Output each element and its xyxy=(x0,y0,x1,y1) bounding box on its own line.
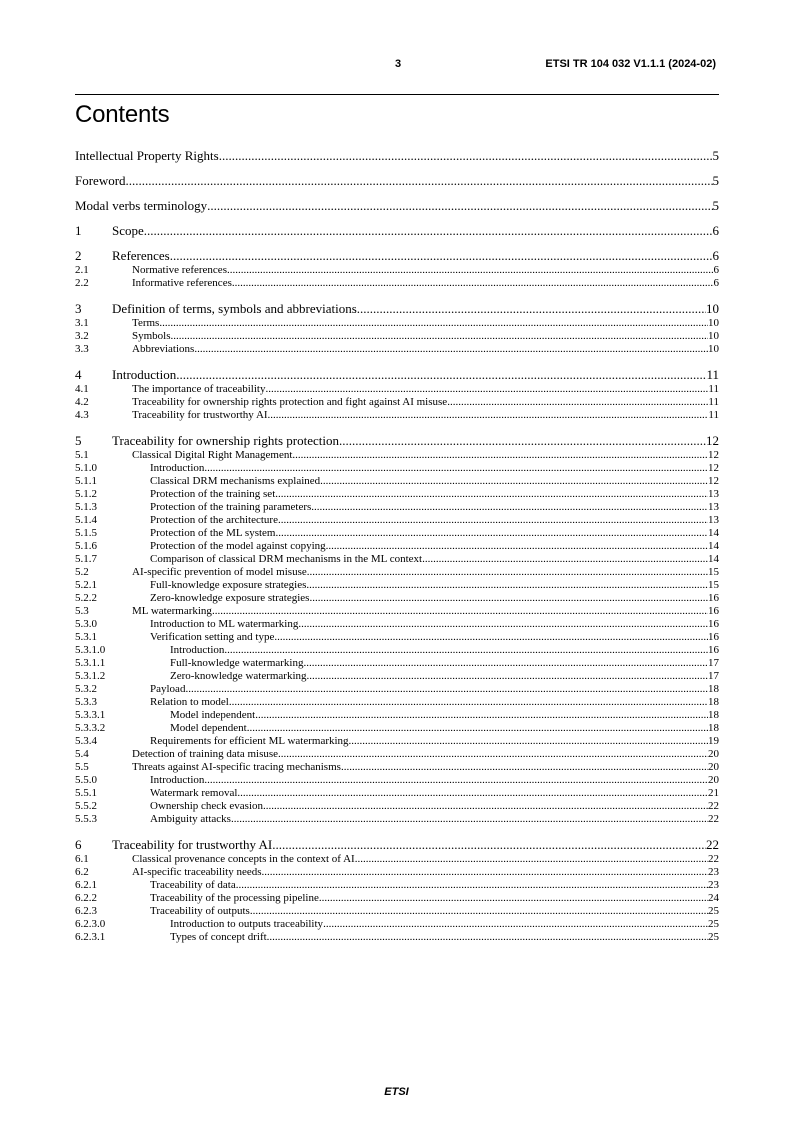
toc-entry-number: 5.1.5 xyxy=(75,527,97,539)
toc-entry-number: 6.2 xyxy=(75,866,89,878)
toc-entry[interactable] xyxy=(75,838,719,851)
toc-leader-dots xyxy=(309,592,708,605)
toc-entry-number: 3.2 xyxy=(75,330,89,342)
toc-entry[interactable] xyxy=(75,618,719,631)
toc-entry-title: Verification setting and type xyxy=(150,631,275,643)
toc-entry[interactable] xyxy=(75,722,719,735)
toc-leader-dots xyxy=(306,579,708,592)
toc-leader-dots xyxy=(171,330,708,343)
toc-entry-title: Watermark removal xyxy=(150,787,238,799)
toc-entry-title: Classical provenance concepts in the context of AI xyxy=(132,853,355,865)
toc-entry[interactable] xyxy=(75,787,719,800)
toc-entry[interactable] xyxy=(75,264,719,277)
toc-entry-page: 22 xyxy=(708,800,719,812)
footer-etsi: ETSI xyxy=(384,1086,409,1098)
toc-entry-title: Traceability of outputs xyxy=(150,905,250,917)
toc-entry-title: Intellectual Property Rights xyxy=(75,148,219,163)
toc-entry-page: 18 xyxy=(708,683,719,695)
toc-entry-page: 15 xyxy=(708,579,719,591)
toc-entry-page: 25 xyxy=(708,931,719,943)
toc-entry-page: 11 xyxy=(708,396,719,408)
toc-entry-title: Introduction to outputs traceability xyxy=(170,918,324,930)
toc-entry-number: 5.1.6 xyxy=(75,540,97,552)
toc-entry-page: 16 xyxy=(708,618,719,630)
toc-entry-number: 6.2.1 xyxy=(75,879,97,891)
table-of-contents xyxy=(75,147,719,944)
toc-leader-dots xyxy=(247,722,708,735)
toc-entry-page: 17 xyxy=(708,657,719,669)
toc-entry[interactable] xyxy=(75,302,719,315)
toc-entry-title: AI-specific traceability needs xyxy=(132,866,262,878)
toc-entry[interactable] xyxy=(75,670,719,683)
toc-leader-dots xyxy=(236,879,708,892)
toc-entry[interactable] xyxy=(75,383,719,396)
toc-leader-dots xyxy=(263,800,708,813)
toc-entry-number: 2 xyxy=(75,248,82,263)
toc-leader-dots xyxy=(326,540,708,553)
toc-leader-dots xyxy=(339,434,706,447)
toc-leader-dots xyxy=(274,631,708,644)
toc-entry-title: Traceability for trustworthy AI xyxy=(112,837,273,852)
toc-entry-title: Definition of terms, symbols and abbreviations xyxy=(112,301,357,316)
toc-entry-page: 13 xyxy=(708,501,719,513)
toc-entry-title: Traceability of the processing pipeline xyxy=(150,892,319,904)
toc-entry-page: 23 xyxy=(708,879,719,891)
toc-entry-number: 5.5.3 xyxy=(75,813,97,825)
toc-entry-title: Payload xyxy=(150,683,186,695)
toc-entry-page: 13 xyxy=(708,488,719,500)
toc-leader-dots xyxy=(447,396,708,409)
toc-leader-dots xyxy=(229,696,708,709)
toc-entry-page: 16 xyxy=(708,644,719,656)
toc-entry[interactable] xyxy=(75,800,719,813)
toc-leader-dots xyxy=(272,838,706,851)
toc-entry[interactable] xyxy=(75,761,719,774)
toc-leader-dots xyxy=(144,224,713,237)
toc-leader-dots xyxy=(126,174,713,187)
toc-entry-title: Classical DRM mechanisms explained xyxy=(150,475,321,487)
toc-entry-number: 5.3.1 xyxy=(75,631,97,643)
toc-entry-number: 3.1 xyxy=(75,317,89,329)
toc-entry-number: 4.3 xyxy=(75,409,89,421)
toc-entry-number: 5.5.2 xyxy=(75,800,97,812)
toc-entry[interactable] xyxy=(75,540,719,553)
toc-entry-page: 5 xyxy=(712,198,719,213)
toc-entry-page: 6 xyxy=(713,264,719,276)
toc-entry[interactable] xyxy=(75,409,719,422)
toc-entry-number: 4.2 xyxy=(75,396,89,408)
toc-entry[interactable] xyxy=(75,434,719,447)
toc-entry[interactable] xyxy=(75,905,719,918)
toc-entry-page: 19 xyxy=(708,735,719,747)
toc-entry-number: 4 xyxy=(75,367,82,382)
toc-entry-title: AI-specific prevention of model misuse xyxy=(132,566,307,578)
toc-entry-number: 5.3.1.1 xyxy=(75,657,106,669)
toc-entry-title: Introduction xyxy=(112,367,177,382)
toc-entry-page: 12 xyxy=(708,475,719,487)
toc-entry-title: Ambiguity attacks xyxy=(150,813,231,825)
toc-entry-number: 5.3 xyxy=(75,605,89,617)
toc-entry-number: 2.1 xyxy=(75,264,89,276)
toc-leader-dots xyxy=(237,787,708,800)
toc-entry-page: 12 xyxy=(706,433,719,448)
toc-entry-page: 14 xyxy=(708,527,719,539)
toc-entry-title: Detection of training data misuse xyxy=(132,748,279,760)
toc-leader-dots xyxy=(265,383,708,396)
toc-entry-title: Model independent xyxy=(170,709,256,721)
toc-entry-number: 5.4 xyxy=(75,748,89,760)
toc-entry[interactable] xyxy=(75,449,719,462)
toc-entry-page: 14 xyxy=(708,540,719,552)
toc-entry[interactable] xyxy=(75,277,719,290)
toc-entry[interactable] xyxy=(75,501,719,514)
toc-entry-number: 5.3.4 xyxy=(75,735,97,747)
toc-leader-dots xyxy=(231,813,708,826)
toc-entry-title: Comparison of classical DRM mechanisms in the ML context xyxy=(150,553,423,565)
toc-entry[interactable] xyxy=(75,931,719,944)
toc-entry-title: Full-knowledge watermarking xyxy=(170,657,304,669)
toc-leader-dots xyxy=(298,618,708,631)
toc-entry[interactable] xyxy=(75,657,719,670)
header-rule xyxy=(75,94,719,95)
toc-entry-page: 11 xyxy=(708,409,719,421)
toc-entry-page: 18 xyxy=(708,722,719,734)
toc-entry-number: 5.5.0 xyxy=(75,774,97,786)
toc-entry-title: Ownership check evasion xyxy=(150,800,264,812)
toc-leader-dots xyxy=(194,343,708,356)
toc-leader-dots xyxy=(355,853,708,866)
toc-entry-title: Classical Digital Right Management xyxy=(132,449,293,461)
toc-entry-number: 3.3 xyxy=(75,343,89,355)
toc-leader-dots xyxy=(204,774,708,787)
toc-entry[interactable] xyxy=(75,462,719,475)
toc-entry-number: 5.1.1 xyxy=(75,475,97,487)
toc-entry-page: 6 xyxy=(713,277,719,289)
toc-leader-dots xyxy=(267,931,708,944)
toc-entry-page: 25 xyxy=(708,918,719,930)
page-title: Contents xyxy=(75,101,170,128)
toc-entry-number: 6.2.2 xyxy=(75,892,97,904)
toc-entry[interactable] xyxy=(75,368,719,381)
toc-entry-page: 18 xyxy=(708,696,719,708)
toc-entry-page: 14 xyxy=(708,553,719,565)
toc-leader-dots xyxy=(185,683,708,696)
toc-entry-title: Threats against AI-specific tracing mechanisms xyxy=(132,761,341,773)
toc-leader-dots xyxy=(227,264,714,277)
toc-entry-page: 25 xyxy=(708,905,719,917)
page-number: 3 xyxy=(394,58,402,70)
toc-entry-number: 5.2 xyxy=(75,566,89,578)
toc-leader-dots xyxy=(212,605,708,618)
toc-entry-title: Abbreviations xyxy=(132,343,195,355)
toc-entry-page: 13 xyxy=(708,514,719,526)
toc-entry-page: 6 xyxy=(712,223,719,238)
toc-entry[interactable] xyxy=(75,918,719,931)
toc-entry[interactable] xyxy=(75,488,719,501)
toc-entry-number: 6.2.3.1 xyxy=(75,931,106,943)
toc-entry-page: 21 xyxy=(708,787,719,799)
toc-entry-title: Scope xyxy=(112,223,144,238)
toc-entry[interactable] xyxy=(75,605,719,618)
toc-leader-dots xyxy=(204,462,708,475)
toc-entry-title: Traceability for ownership rights protection and fight against AI misuse xyxy=(132,396,448,408)
toc-entry[interactable] xyxy=(75,592,719,605)
toc-entry-page: 5 xyxy=(712,148,719,163)
toc-entry-title: Terms xyxy=(132,317,160,329)
toc-leader-dots xyxy=(422,553,708,566)
toc-entry-page: 6 xyxy=(712,248,719,263)
toc-entry-title: Full-knowledge exposure strategies xyxy=(150,579,307,591)
toc-entry-page: 16 xyxy=(708,631,719,643)
toc-entry-title: References xyxy=(112,248,170,263)
toc-entry-title: Introduction xyxy=(150,462,205,474)
toc-entry[interactable] xyxy=(75,566,719,579)
toc-entry-number: 5.2.2 xyxy=(75,592,97,604)
toc-entry-number: 5.5.1 xyxy=(75,787,97,799)
toc-entry-title: The importance of traceability xyxy=(132,383,266,395)
toc-entry-number: 6.2.3 xyxy=(75,905,97,917)
toc-entry-page: 11 xyxy=(708,383,719,395)
toc-entry-page: 24 xyxy=(708,892,719,904)
toc-entry-number: 4.1 xyxy=(75,383,89,395)
toc-leader-dots xyxy=(341,761,708,774)
toc-entry-title: Symbols xyxy=(132,330,171,342)
toc-entry-page: 10 xyxy=(708,317,719,329)
toc-entry[interactable] xyxy=(75,735,719,748)
toc-leader-dots xyxy=(170,249,713,262)
toc-entry-title: Introduction xyxy=(150,774,205,786)
toc-leader-dots xyxy=(255,709,708,722)
toc-entry-number: 5.3.3.1 xyxy=(75,709,106,721)
toc-entry[interactable] xyxy=(75,892,719,905)
toc-entry-page: 16 xyxy=(708,605,719,617)
toc-leader-dots xyxy=(232,277,714,290)
toc-leader-dots xyxy=(320,475,708,488)
toc-entry[interactable] xyxy=(75,527,719,540)
toc-entry-page: 11 xyxy=(706,367,719,382)
toc-entry-title: Types of concept drift xyxy=(170,931,267,943)
toc-entry-page: 10 xyxy=(706,301,719,316)
toc-entry-number: 5.2.1 xyxy=(75,579,97,591)
toc-entry-number: 6.1 xyxy=(75,853,89,865)
toc-entry-page: 12 xyxy=(708,462,719,474)
toc-entry[interactable] xyxy=(75,330,719,343)
toc-entry[interactable] xyxy=(75,224,719,237)
toc-entry-page: 16 xyxy=(708,592,719,604)
toc-entry-number: 5 xyxy=(75,433,82,448)
toc-entry[interactable] xyxy=(75,879,719,892)
toc-entry-title: Protection of the training parameters xyxy=(150,501,312,513)
toc-entry-number: 6.2.3.0 xyxy=(75,918,106,930)
toc-entry-number: 1 xyxy=(75,223,82,238)
toc-entry[interactable] xyxy=(75,343,719,356)
toc-entry-title: Normative references xyxy=(132,264,227,276)
toc-entry[interactable] xyxy=(75,748,719,761)
toc-entry-number: 5.5 xyxy=(75,761,89,773)
toc-entry-title: Requirements for efficient ML watermarking xyxy=(150,735,349,747)
toc-entry[interactable] xyxy=(75,813,719,826)
toc-leader-dots xyxy=(275,488,708,501)
toc-entry-page: 20 xyxy=(708,774,719,786)
toc-entry-number: 5.1.0 xyxy=(75,462,97,474)
toc-entry-title: Informative references xyxy=(132,277,232,289)
toc-leader-dots xyxy=(304,657,709,670)
toc-entry-number: 5.3.1.0 xyxy=(75,644,106,656)
toc-entry-title: Model dependent xyxy=(170,722,247,734)
toc-entry-number: 6 xyxy=(75,837,82,852)
toc-entry-number: 5.1.7 xyxy=(75,553,97,565)
toc-entry-number: 5.1.2 xyxy=(75,488,97,500)
toc-entry-number: 5.3.1.2 xyxy=(75,670,106,682)
toc-leader-dots xyxy=(262,866,709,879)
toc-entry-title: Protection of the training set xyxy=(150,488,276,500)
toc-entry-number: 5.3.2 xyxy=(75,683,97,695)
toc-entry-title: Modal verbs terminology xyxy=(75,198,208,213)
toc-leader-dots xyxy=(323,918,708,931)
toc-leader-dots xyxy=(224,644,708,657)
toc-leader-dots xyxy=(250,905,708,918)
toc-leader-dots xyxy=(207,199,712,212)
toc-leader-dots xyxy=(278,748,708,761)
toc-entry-page: 22 xyxy=(706,837,719,852)
toc-leader-dots xyxy=(307,670,708,683)
toc-leader-dots xyxy=(307,566,708,579)
toc-entry[interactable] xyxy=(75,514,719,527)
toc-entry-page: 20 xyxy=(708,748,719,760)
toc-entry-page: 5 xyxy=(712,173,719,188)
toc-entry-title: Introduction to ML watermarking xyxy=(150,618,299,630)
toc-entry-page: 18 xyxy=(708,709,719,721)
document-id: ETSI TR 104 032 V1.1.1 (2024-02) xyxy=(545,58,716,70)
toc-entry[interactable] xyxy=(75,709,719,722)
toc-entry[interactable] xyxy=(75,774,719,787)
toc-entry[interactable] xyxy=(75,683,719,696)
toc-leader-dots xyxy=(319,892,708,905)
toc-leader-dots xyxy=(292,449,708,462)
toc-entry-page: 10 xyxy=(708,343,719,355)
toc-entry-number: 5.1.4 xyxy=(75,514,97,526)
toc-entry-number: 3 xyxy=(75,301,82,316)
toc-leader-dots xyxy=(278,514,708,527)
toc-entry[interactable] xyxy=(75,644,719,657)
toc-entry[interactable] xyxy=(75,199,719,212)
toc-entry-title: Traceability for ownership rights protection xyxy=(112,433,339,448)
toc-leader-dots xyxy=(176,368,706,381)
toc-entry-number: 5.1.3 xyxy=(75,501,97,513)
toc-entry-title: Foreword xyxy=(75,173,126,188)
toc-leader-dots xyxy=(349,735,708,748)
toc-entry-page: 17 xyxy=(708,670,719,682)
toc-entry[interactable] xyxy=(75,631,719,644)
toc-entry-title: Traceability for trustworthy AI xyxy=(132,409,268,421)
toc-entry-title: Zero-knowledge watermarking xyxy=(170,670,307,682)
toc-entry-number: 2.2 xyxy=(75,277,89,289)
toc-entry-title: Protection of the architecture xyxy=(150,514,278,526)
toc-entry-title: ML watermarking xyxy=(132,605,212,617)
toc-entry[interactable] xyxy=(75,475,719,488)
toc-entry-page: 22 xyxy=(708,853,719,865)
toc-entry-page: 10 xyxy=(708,330,719,342)
toc-leader-dots xyxy=(357,302,706,315)
toc-entry[interactable] xyxy=(75,553,719,566)
toc-entry[interactable] xyxy=(75,396,719,409)
toc-entry[interactable] xyxy=(75,696,719,709)
toc-leader-dots xyxy=(219,149,713,162)
toc-entry-page: 23 xyxy=(708,866,719,878)
toc-leader-dots xyxy=(268,409,709,422)
toc-entry-title: Relation to model xyxy=(150,696,229,708)
toc-entry[interactable] xyxy=(75,853,719,866)
toc-leader-dots xyxy=(159,317,708,330)
toc-entry-number: 5.3.3.2 xyxy=(75,722,106,734)
toc-entry[interactable] xyxy=(75,174,719,187)
toc-entry-page: 22 xyxy=(708,813,719,825)
toc-entry-number: 5.3.3 xyxy=(75,696,97,708)
toc-entry-page: 12 xyxy=(708,449,719,461)
toc-entry[interactable] xyxy=(75,317,719,330)
toc-entry-number: 5.1 xyxy=(75,449,89,461)
toc-entry[interactable] xyxy=(75,579,719,592)
toc-entry-title: Protection of the ML system xyxy=(150,527,276,539)
toc-entry[interactable] xyxy=(75,149,719,162)
toc-entry[interactable] xyxy=(75,866,719,879)
toc-entry-page: 15 xyxy=(708,566,719,578)
toc-entry-title: Zero-knowledge exposure strategies xyxy=(150,592,310,604)
toc-entry-title: Protection of the model against copying xyxy=(150,540,326,552)
toc-leader-dots xyxy=(275,527,708,540)
toc-entry-title: Traceability of data xyxy=(150,879,236,891)
toc-entry[interactable] xyxy=(75,249,719,262)
toc-entry-title: Introduction xyxy=(170,644,225,656)
toc-leader-dots xyxy=(311,501,708,514)
toc-entry-page: 20 xyxy=(708,761,719,773)
toc-entry-number: 5.3.0 xyxy=(75,618,97,630)
